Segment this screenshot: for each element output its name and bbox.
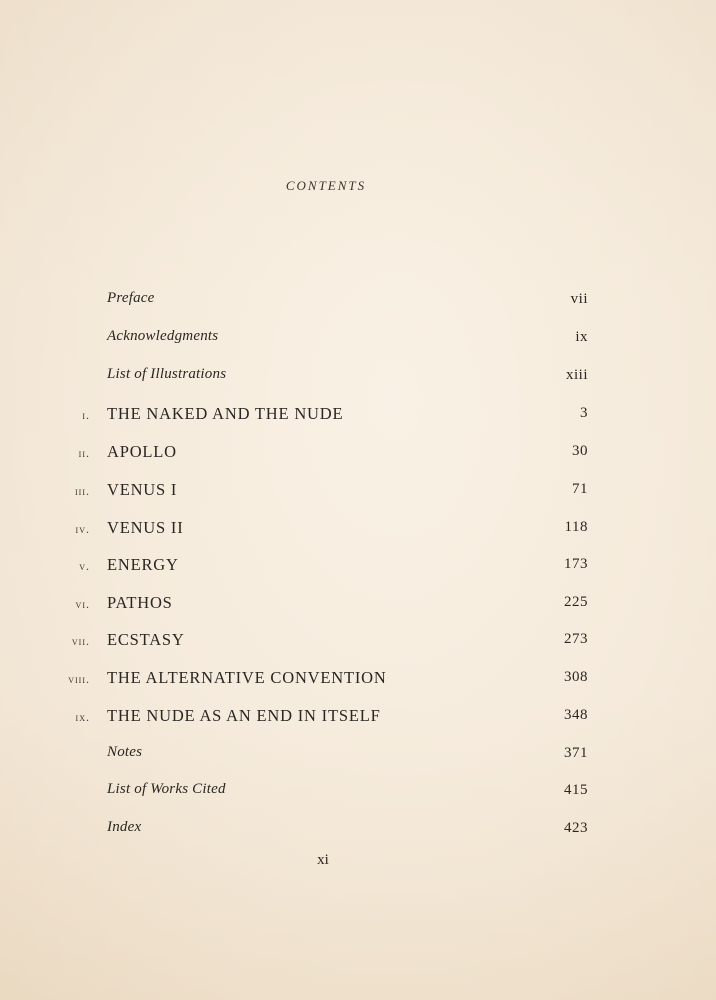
entry-title: Notes — [107, 744, 143, 760]
contents-heading: CONTENTS — [285, 178, 367, 193]
toc-entry — [0, 555, 716, 579]
entry-title: ECSTASY — [107, 630, 185, 649]
chapter-number: vi. — [75, 597, 90, 611]
toc-entry — [0, 668, 716, 692]
chapter-number: v. — [79, 559, 90, 573]
entry-title: APOLLO — [107, 442, 177, 461]
page-number: 423 — [564, 820, 588, 836]
toc-entry — [0, 518, 716, 542]
chapter-number: iv. — [75, 522, 90, 536]
page-number: vii — [570, 291, 588, 307]
entry-title: Index — [107, 819, 142, 835]
entry-title: List of Illustrations — [107, 366, 227, 382]
chapter-number: iii. — [75, 484, 90, 498]
page-number: 348 — [564, 707, 588, 723]
toc-entry — [0, 744, 716, 768]
chapter-number: ix. — [75, 710, 90, 724]
page-number: 30 — [572, 443, 588, 459]
chapter-number: vii. — [71, 634, 90, 648]
page-number: 371 — [564, 745, 588, 761]
toc-entry — [0, 593, 716, 617]
page-number: 273 — [564, 631, 588, 647]
page-folio: xi — [317, 852, 329, 868]
toc-entry — [0, 290, 716, 314]
toc-entry — [0, 480, 716, 504]
toc-entry — [0, 366, 716, 390]
entry-title: THE ALTERNATIVE CONVENTION — [107, 668, 387, 687]
page-number: 308 — [564, 669, 588, 685]
page-number: 225 — [564, 594, 588, 610]
entry-title: ENERGY — [107, 555, 179, 574]
entry-title: Acknowledgments — [107, 328, 219, 344]
chapter-number: ii. — [78, 446, 90, 460]
toc-entry — [0, 328, 716, 352]
entry-title: VENUS II — [107, 518, 184, 537]
toc-entry — [0, 781, 716, 805]
page-number: xiii — [565, 367, 588, 383]
page-number: 118 — [564, 519, 588, 535]
page-number: 3 — [580, 405, 588, 421]
entry-title: VENUS I — [107, 480, 178, 499]
toc-entry — [0, 630, 716, 654]
entry-title: List of Works Cited — [107, 781, 226, 797]
page-number: ix — [575, 329, 588, 345]
entry-title: PATHOS — [107, 593, 173, 612]
entry-title: THE NAKED AND THE NUDE — [107, 404, 344, 423]
page-number: 415 — [564, 782, 588, 798]
entry-title: Preface — [107, 290, 155, 306]
page-number: 71 — [572, 481, 588, 497]
chapter-number: i. — [82, 408, 90, 422]
chapter-number: viii. — [68, 672, 90, 686]
entry-title: THE NUDE AS AN END IN ITSELF — [107, 706, 381, 725]
toc-entry — [0, 442, 716, 466]
toc-entry — [0, 819, 716, 843]
page-number: 173 — [564, 556, 588, 572]
toc-entry — [0, 404, 716, 428]
toc-entry — [0, 706, 716, 730]
